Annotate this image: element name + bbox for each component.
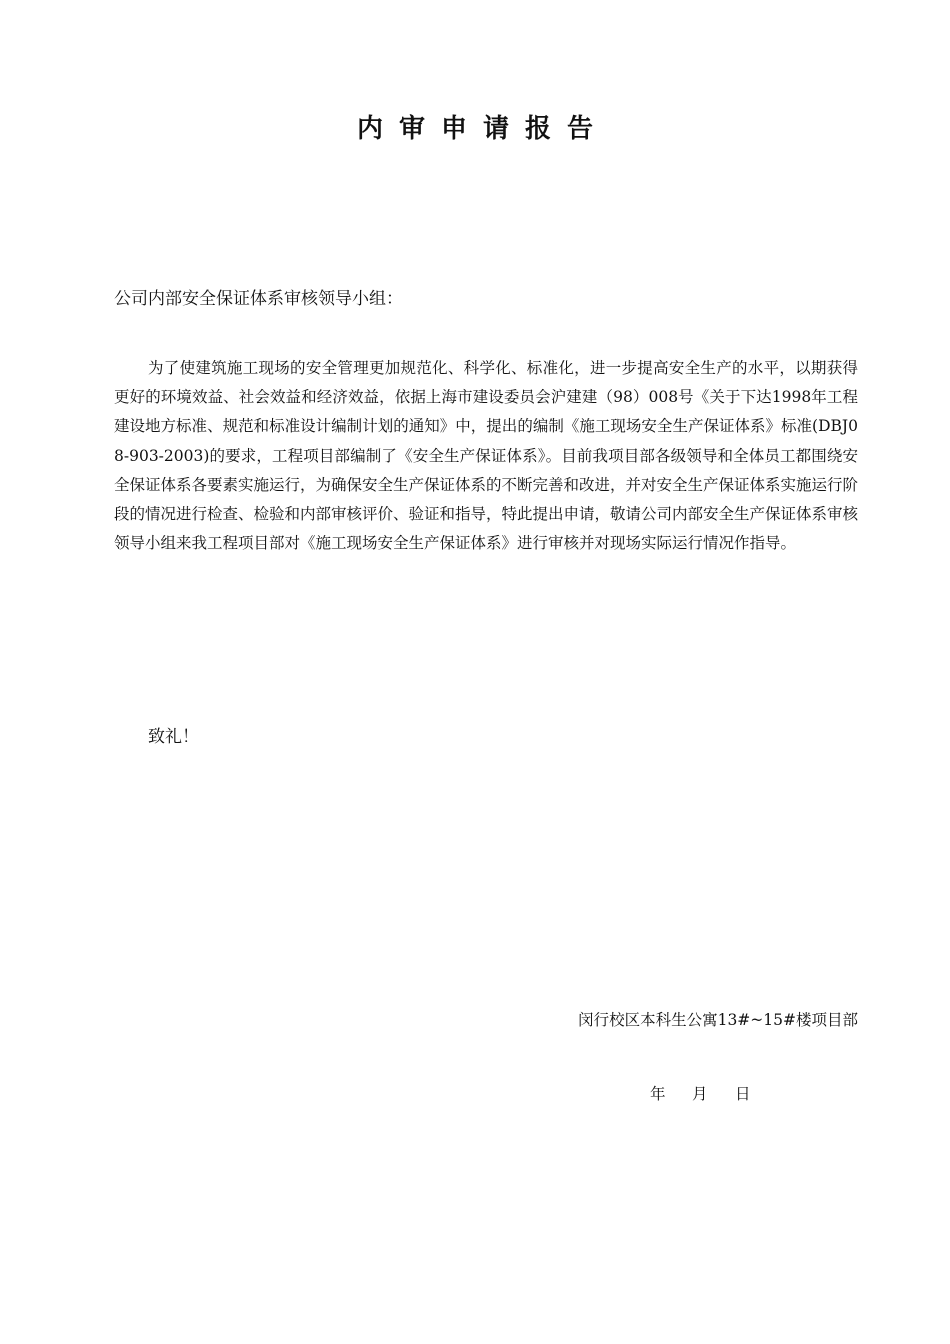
date-day-label: 日 <box>735 1085 751 1103</box>
date-line <box>650 1082 755 1104</box>
body-paragraph: 为了使建筑施工现场的安全管理更加规范化、科学化、标准化，进一步提高安全生产的水平，以期获得更好的环境效益、社会效益和经济效益，依据上海市建设委员会沪建建（98）008号《关于下达1998年工程建设地方标准、规范和标准设计编制计划的通知》中，提出的编制《施工现场安全生产保证体系》标准(DBJ08-903-2003)的要求，工程项目部编制了《安全生产保证体系》。目前我项目部各级领导和全体员工都围绕安全保证体系各要素实施运行，为确保安全生产保证体系的不断完善和改进，并对安全生产保证体系实施运行阶段的情况进行检查、检验和内部审核评价、验证和指导，特此提出申请，敬请公司内部安全生产保证体系审核领导小组来我工程项目部对《施工现场安全生产保证体系》进行审核并对现场实际运行情况作指导。 <box>114 359 859 553</box>
document-title: 内审申请报告 <box>356 114 609 144</box>
date-month-label: 月 <box>692 1085 708 1103</box>
salutation: 公司内部安全保证体系审核领导小组： <box>114 289 403 309</box>
closing-line: 致礼！ <box>148 727 199 747</box>
signature-org: 闵行校区本科生公寓13#~15#楼项目部 <box>578 1011 858 1029</box>
date-year-label: 年 <box>650 1085 666 1103</box>
